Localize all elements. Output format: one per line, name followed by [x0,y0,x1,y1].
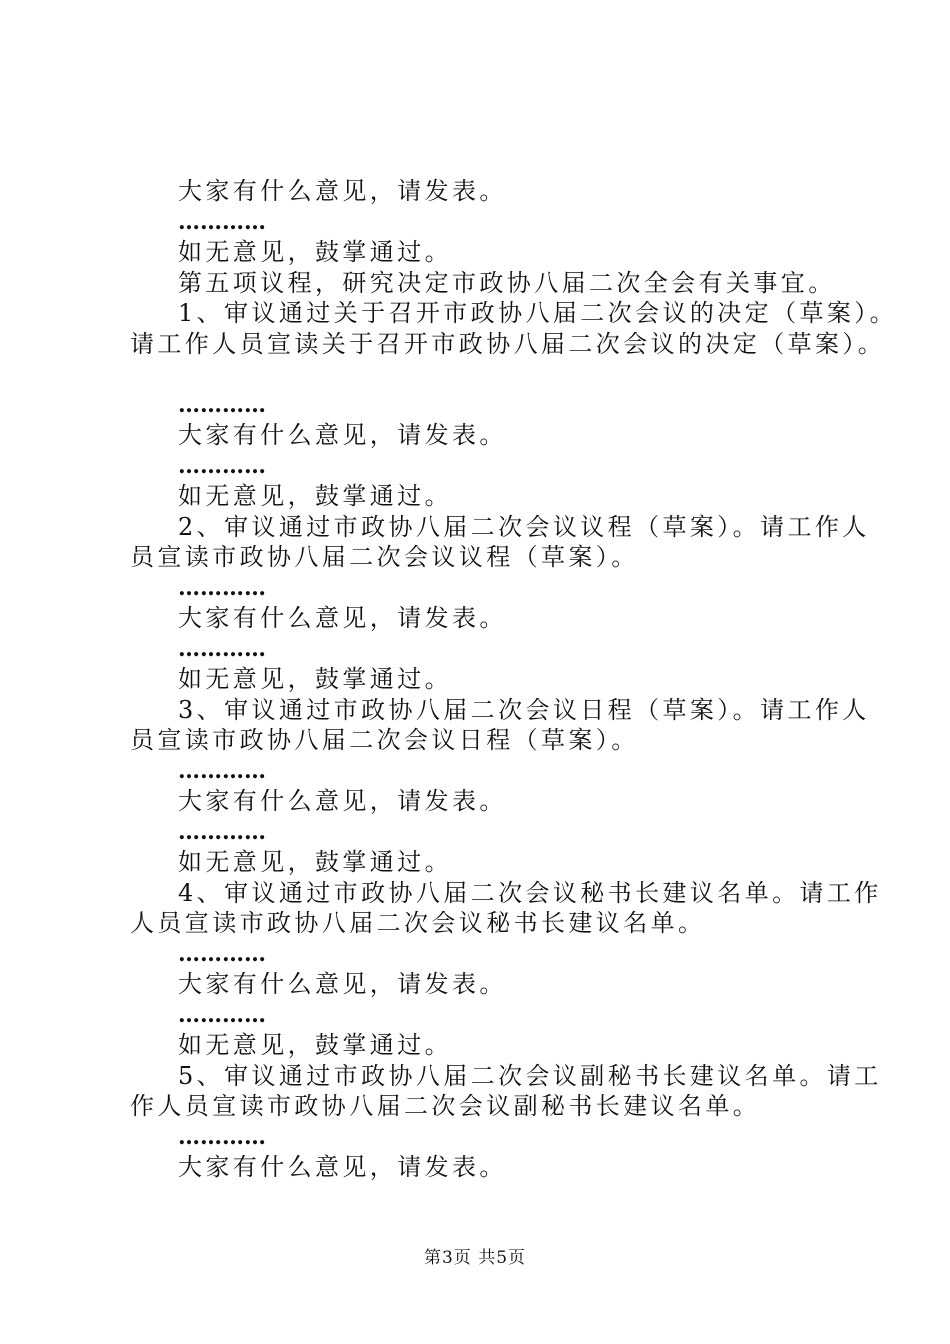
text-line: 第五项议程，研究决定市政协八届二次全会有关事宜。 [178,268,836,297]
text-line: 3、审议通过市政协八届二次会议日程（草案）。请工作人 [178,695,870,724]
ellipsis-line: ………… [178,1001,266,1028]
text-line: 1、审议通过关于召开市政协八届二次会议的决定（草案）。 [178,299,898,327]
text-line: 大家有什么意见，请发表。 [178,970,507,998]
text-line: 2、审议通过市政协八届二次会议议程（草案）。请工作人 [178,512,870,541]
text-line: 如无意见，鼓掌通过。 [178,482,452,510]
blank-line [130,359,850,390]
text-line: 如无意见，鼓掌通过。 [178,238,452,266]
page-footer: 第3页 共5页 [423,1248,527,1268]
ellipsis-line: ………… [178,635,266,662]
ellipsis-line: ………… [178,574,266,601]
text-line: 大家有什么意见，请发表。 [178,421,507,449]
ellipsis-line: ………… [178,452,266,479]
text-line: 员宣读市政协八届二次会议日程（草案）。 [130,726,639,754]
text-line: 4、审议通过市政协八届二次会议秘书长建议名单。请工作 [178,878,882,907]
ellipsis-line: ………… [178,940,266,967]
ellipsis-line: ………… [178,208,266,235]
text-line: 员宣读市政协八届二次会议议程（草案）。 [130,543,639,571]
text-line: 如无意见，鼓掌通过。 [178,1031,452,1059]
text-line: 人员宣读市政协八届二次会议秘书长建议名单。 [130,909,706,937]
ellipsis-line: ………… [178,818,266,845]
text-line: 请工作人员宣读关于召开市政协八届二次会议的决定（草案）。 [130,329,886,358]
text-line: 大家有什么意见，请发表。 [178,604,507,632]
text-line: 如无意见，鼓掌通过。 [178,848,452,876]
text-line: 作人员宣读市政协八届二次会议副秘书长建议名单。 [130,1092,761,1120]
text-line: 大家有什么意见，请发表。 [178,1153,507,1181]
text-line: 大家有什么意见，请发表。 [178,787,507,815]
text-line: 5、审议通过市政协八届二次会议副秘书长建议名单。请工 [178,1061,882,1090]
text-line: 如无意见，鼓掌通过。 [178,665,452,693]
ellipsis-line: ………… [178,391,266,418]
ellipsis-line: ………… [178,757,266,784]
document-body [130,176,898,1183]
ellipsis-line: ………… [178,1123,266,1150]
text-line: 大家有什么意见，请发表。 [178,177,507,205]
